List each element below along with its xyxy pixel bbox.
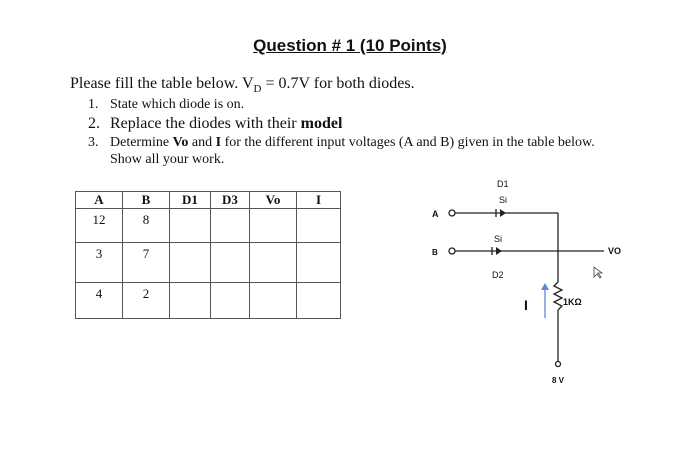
resistor-icon <box>554 282 562 310</box>
cell-vo[interactable] <box>250 243 297 283</box>
cell-vo[interactable] <box>250 283 297 319</box>
cell-d3[interactable] <box>211 283 250 319</box>
header-d1: D1 <box>170 192 211 209</box>
item-text-c: for the different input voltages (A and B) given in the table below. Show all your work. <box>110 135 595 167</box>
intro-subscript: D <box>253 83 262 96</box>
cell-a: 12 <box>76 209 123 243</box>
table-row <box>76 243 341 283</box>
diode-circuit-diagram <box>420 170 650 395</box>
item-text-b: and <box>188 135 216 150</box>
cell-d1[interactable] <box>170 283 211 319</box>
instruction-item <box>88 96 648 113</box>
d2-label: D2 <box>492 270 504 280</box>
item-text-a: Replace the diodes with their <box>110 115 301 132</box>
cell-d3[interactable] <box>211 209 250 243</box>
item-number: 3. <box>88 135 99 150</box>
item-number: 2. <box>88 115 100 132</box>
d2-material-label: Si <box>494 234 503 244</box>
intro-main: Please fill the table below. V <box>70 75 254 92</box>
header-a: A <box>76 192 123 209</box>
cell-d1[interactable] <box>170 243 211 283</box>
cell-b: 2 <box>123 283 170 319</box>
intro-rest: = 0.7V for both diodes. <box>261 75 415 92</box>
cell-i[interactable] <box>297 209 341 243</box>
table-row <box>76 283 341 319</box>
supply-label: 8 V <box>552 376 565 385</box>
cursor-icon <box>594 267 602 278</box>
terminal-b-icon <box>449 248 455 254</box>
cell-d3[interactable] <box>211 243 250 283</box>
terminal-a-icon <box>449 210 455 216</box>
cell-i[interactable] <box>297 283 341 319</box>
d2-diode-icon <box>496 247 502 255</box>
header-i: I <box>297 192 341 209</box>
input-b-label: B <box>432 248 438 257</box>
item-text-a: Determine <box>110 135 173 150</box>
question-title: Question # 1 (10 Points) <box>253 36 447 55</box>
item-text <box>110 115 342 132</box>
resistor-label: 1KΩ <box>563 297 582 307</box>
d1-diode-icon <box>500 209 506 217</box>
intro-text <box>70 75 415 95</box>
current-arrowhead-icon <box>541 283 549 290</box>
d1-material-label: Si <box>499 195 508 205</box>
item-bold-i: I <box>215 135 222 150</box>
current-label: I <box>524 297 528 313</box>
item-bold-vo: Vo <box>172 135 189 150</box>
d1-label: D1 <box>497 179 509 189</box>
instruction-list <box>88 96 648 168</box>
cell-d1[interactable] <box>170 209 211 243</box>
table-header-row <box>76 192 341 209</box>
cell-b: 8 <box>123 209 170 243</box>
output-label: VO <box>608 246 622 256</box>
cell-a: 4 <box>76 283 123 319</box>
cell-i[interactable] <box>297 243 341 283</box>
cell-a: 3 <box>76 243 123 283</box>
supply-terminal-icon <box>556 362 561 367</box>
input-a-label: A <box>432 209 439 219</box>
item-text-bold: model <box>300 115 343 132</box>
cell-b: 7 <box>123 243 170 283</box>
item-number: 1. <box>88 97 99 112</box>
instruction-item <box>88 115 648 132</box>
cell-vo[interactable] <box>250 209 297 243</box>
answer-table <box>75 191 341 319</box>
item-text <box>110 134 630 168</box>
header-b: B <box>123 192 170 209</box>
header-vo: Vo <box>250 192 297 209</box>
item-text: State which diode is on. <box>110 97 245 112</box>
instruction-item <box>88 134 648 168</box>
header-d3: D3 <box>211 192 250 209</box>
table-row <box>76 209 341 243</box>
